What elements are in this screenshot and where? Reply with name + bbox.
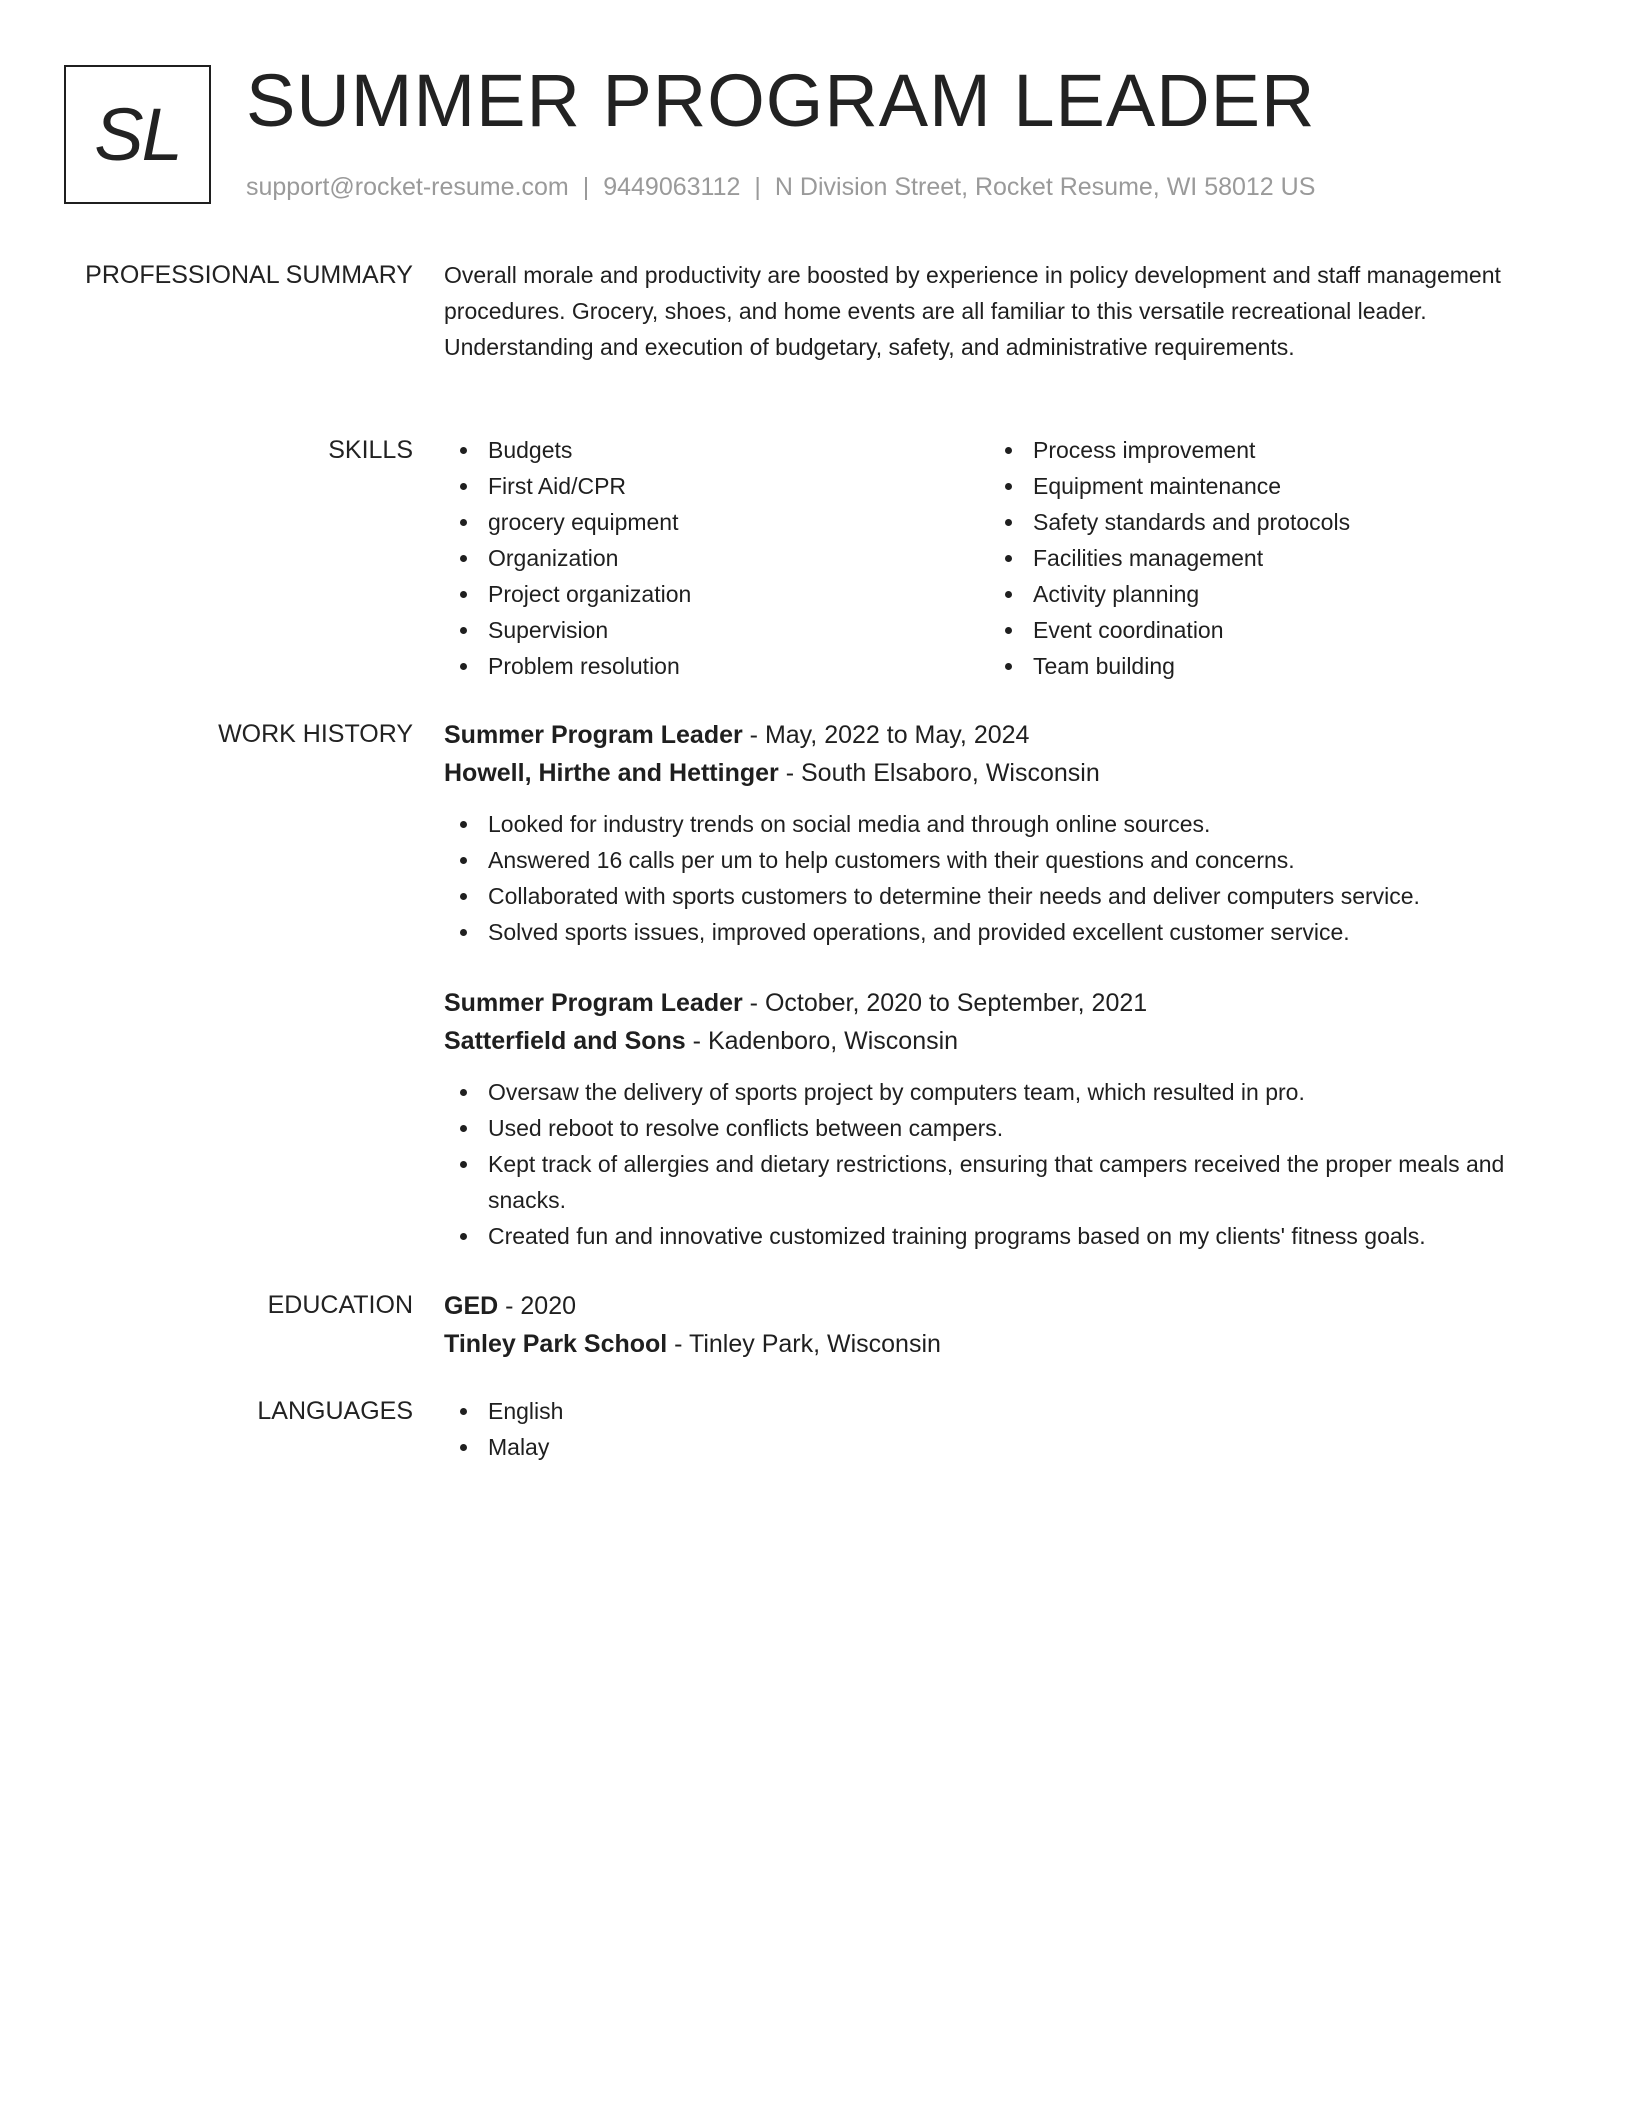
contact-address: N Division Street, Rocket Resume, WI 58012 US [774, 173, 1316, 201]
contact-separator: | [582, 173, 590, 201]
job-duty: Collaborated with sports customers to determine their needs and deliver computers service. [444, 878, 1534, 914]
job-company-line [444, 754, 1534, 792]
degree: GED [444, 1292, 499, 1320]
job-role: Summer Program Leader [444, 989, 743, 1017]
contact-line [246, 173, 1315, 202]
language-item: English [444, 1393, 1534, 1429]
skill-item: Safety standards and protocols [989, 504, 1534, 540]
monogram-initials: SL [94, 93, 181, 176]
contact-separator: | [754, 173, 761, 201]
education-body [444, 1287, 1534, 1363]
job-duty: Solved sports issues, improved operations, and provided excellent customer service. [444, 914, 1534, 950]
skill-item: Team building [989, 648, 1534, 684]
job-dates: May, 2022 to May, 2024 [764, 721, 1030, 749]
job-entry [444, 716, 1534, 950]
job-duty: Answered 16 calls per um to help customers with their questions and concerns. [444, 842, 1534, 878]
skill-item: Budgets [444, 432, 989, 468]
job-duties [444, 806, 1534, 950]
school-location: Tinley Park, Wisconsin [689, 1330, 941, 1358]
job-duty: Used reboot to resolve conflicts between campers. [444, 1110, 1534, 1146]
dash: - [742, 721, 765, 749]
job-duty: Kept track of allergies and dietary restrictions, ensuring that campers received the proper meals and snacks. [444, 1146, 1534, 1218]
languages-list [444, 1393, 1534, 1465]
section-title-work: WORK HISTORY [218, 720, 413, 748]
degree-year: 2020 [520, 1292, 577, 1320]
job-duties [444, 1074, 1534, 1254]
work-history-body [444, 716, 1534, 1254]
skill-item: Facilities management [989, 540, 1534, 576]
candidate-title: SUMMER PROGRAM LEADER [246, 59, 1316, 142]
skills-column-left [444, 432, 989, 684]
section-title-education: EDUCATION [267, 1291, 413, 1319]
skill-item: Supervision [444, 612, 989, 648]
skill-item: Problem resolution [444, 648, 989, 684]
contact-email[interactable]: support@rocket-resume.com [246, 173, 569, 201]
languages-body [444, 1393, 1534, 1465]
job-company: Howell, Hirthe and Hettinger [444, 759, 779, 787]
skills-list [444, 432, 1534, 684]
skill-item: Event coordination [989, 612, 1534, 648]
school-line [444, 1325, 1534, 1363]
skill-item: grocery equipment [444, 504, 989, 540]
job-duty: Looked for industry trends on social media and through online sources. [444, 806, 1534, 842]
job-location: Kadenboro, Wisconsin [707, 1027, 959, 1055]
job-location: South Elsaboro, Wisconsin [800, 759, 1100, 787]
job-entry [444, 984, 1534, 1254]
job-company-line [444, 1022, 1534, 1060]
skill-item: Organization [444, 540, 989, 576]
skill-item: Process improvement [989, 432, 1534, 468]
dash: - [667, 1330, 689, 1358]
resume-header [64, 59, 1564, 210]
job-role-line [444, 716, 1534, 754]
skill-item: First Aid/CPR [444, 468, 989, 504]
job-role-line [444, 984, 1534, 1022]
skill-item: Project organization [444, 576, 989, 612]
skill-item: Activity planning [989, 576, 1534, 612]
degree-line [444, 1287, 1534, 1325]
summary-text: Overall morale and productivity are boosted by experience in policy development and staff management procedures. Grocery, shoes, and home events are all familiar to this versatile recreational leader. Understanding and execution of budgetary, safety, and administrative requirements. [444, 262, 1501, 360]
dash: - [778, 759, 801, 787]
job-role: Summer Program Leader [444, 721, 743, 749]
summary-body [444, 257, 1534, 365]
monogram-badge [64, 65, 211, 204]
job-company: Satterfield and Sons [444, 1027, 686, 1055]
skill-item: Equipment maintenance [989, 468, 1534, 504]
dash: - [498, 1292, 521, 1320]
language-item: Malay [444, 1429, 1534, 1465]
job-duty: Oversaw the delivery of sports project by computers team, which resulted in pro. [444, 1074, 1534, 1110]
section-title-languages: LANGUAGES [257, 1397, 413, 1425]
contact-phone[interactable]: 9449063112 [603, 173, 741, 201]
skills-column-right [989, 432, 1534, 684]
dash: - [685, 1027, 708, 1055]
dash: - [742, 989, 765, 1017]
job-duty: Created fun and innovative customized training programs based on my clients' fitness goals. [444, 1218, 1534, 1254]
school-name: Tinley Park School [444, 1330, 668, 1358]
section-title-skills: SKILLS [328, 436, 413, 464]
job-dates: October, 2020 to September, 2021 [764, 989, 1148, 1017]
section-title-summary: PROFESSIONAL SUMMARY [85, 261, 413, 289]
